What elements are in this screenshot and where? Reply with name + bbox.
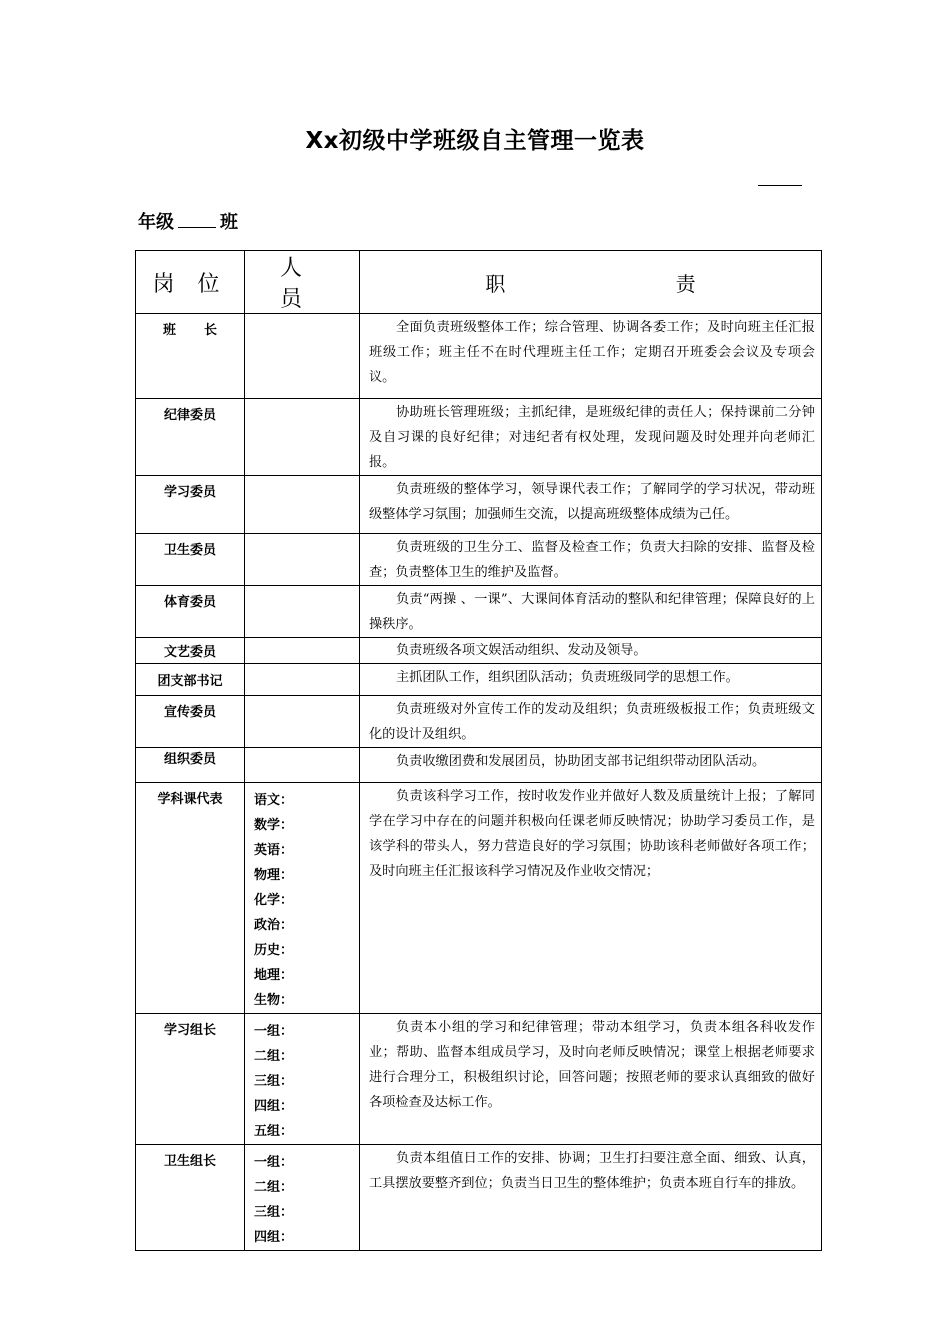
member-slot[interactable]: 一组：	[254, 1024, 294, 1039]
member-slot[interactable]: 英语：	[254, 843, 294, 858]
position-cell: 宣传委员	[136, 696, 245, 748]
grade-label: 年级	[138, 212, 174, 233]
member-slot[interactable]: 四组：	[254, 1099, 294, 1114]
table-row	[136, 748, 822, 783]
blank-line	[758, 185, 802, 186]
grade-class-label	[138, 208, 238, 234]
members-cell[interactable]	[245, 1014, 360, 1145]
member-slot[interactable]: 三组：	[254, 1074, 294, 1089]
members-cell[interactable]	[245, 399, 360, 476]
members-cell[interactable]	[245, 783, 360, 1014]
members-cell[interactable]	[245, 476, 360, 534]
class-label: 班	[220, 212, 238, 233]
header-position: 岗 位	[136, 251, 245, 314]
table-row	[136, 664, 822, 696]
member-slot[interactable]: 三组：	[254, 1205, 294, 1220]
member-slot[interactable]: 历史：	[254, 943, 294, 958]
member-slot[interactable]: 生物：	[254, 993, 294, 1008]
position-cell: 纪律委员	[136, 399, 245, 476]
member-slot[interactable]: 四组：	[254, 1230, 294, 1245]
position-cell: 学习委员	[136, 476, 245, 534]
table-row	[136, 534, 822, 586]
members-cell[interactable]	[245, 664, 360, 696]
members-cell[interactable]	[245, 534, 360, 586]
duty-cell: 负责班级的卫生分工、监督及检查工作；负责大扫除的安排、监督及检查；负责整体卫生的维护及监督。	[360, 534, 822, 586]
table-row	[136, 314, 822, 399]
page-title: Xx初级中学班级自主管理一览表	[305, 128, 645, 154]
header-duty: 职 责	[360, 251, 822, 314]
member-slot[interactable]: 地理：	[254, 968, 294, 983]
member-slot[interactable]: 物理：	[254, 868, 294, 883]
members-cell[interactable]	[245, 638, 360, 664]
position-cell: 学科课代表	[136, 783, 245, 1014]
member-slot[interactable]: 五组：	[254, 1124, 294, 1139]
table-header-row	[136, 251, 822, 314]
duty-cell: 负责班级的整体学习，领导课代表工作；了解同学的学习状况，带动班级整体学习氛围；加强师生交流，以提高班级整体成绩为己任。	[360, 476, 822, 534]
member-slot[interactable]: 化学：	[254, 893, 294, 908]
members-cell[interactable]	[245, 748, 360, 783]
member-slot[interactable]: 语文：	[254, 793, 294, 808]
position-cell: 体育委员	[136, 586, 245, 638]
grade-blank	[178, 211, 216, 228]
position-cell: 组织委员	[136, 748, 245, 783]
position-cell: 文艺委员	[136, 638, 245, 664]
table-row	[136, 696, 822, 748]
duty-cell: 协助班长管理班级；主抓纪律，是班级纪律的责任人；保持课前二分钟及自习课的良好纪律；对违纪者有权处理，发现问题及时处理并向老师汇报。	[360, 399, 822, 476]
table-row	[136, 783, 822, 1014]
position-cell: 卫生组长	[136, 1145, 245, 1251]
duty-cell: 负责该科学习工作，按时收发作业并做好人数及质量统计上报；了解同学在学习中存在的问题并积极向任课老师反映情况；协助学习委员工作，是该学科的带头人，努力营造良好的学习氛围；协助该科老师做好各项工作；及时向班主任汇报该科学习情况及作业收交情况；	[360, 783, 822, 1014]
duty-cell: 负责收缴团费和发展团员，协助团支部书记组织带动团队活动。	[360, 748, 822, 783]
header-members: 人 员	[245, 251, 360, 314]
position-cell: 学习组长	[136, 1014, 245, 1145]
duty-cell: 负责本组值日工作的安排、协调；卫生打扫要注意全面、细致、认真，工具摆放要整齐到位；负责当日卫生的整体维护；负责本班自行车的排放。	[360, 1145, 822, 1251]
duty-cell: 负责“两操 、一课”、大课间体育活动的整队和纪律管理；保障良好的上操秩序。	[360, 586, 822, 638]
table-row	[136, 1014, 822, 1145]
member-slot[interactable]: 二组：	[254, 1180, 294, 1195]
duty-cell: 负责本小组的学习和纪律管理；带动本组学习，负责本组各科收发作业；帮助、监督本组成员学习，及时向老师反映情况；课堂上根据老师要求进行合理分工，积极组织讨论，回答问题；按照老师的要求认真细致的做好各项检查及达标工作。	[360, 1014, 822, 1145]
position-cell: 卫生委员	[136, 534, 245, 586]
table-row	[136, 399, 822, 476]
table-row	[136, 476, 822, 534]
member-slot[interactable]: 数学：	[254, 818, 294, 833]
table-row	[136, 638, 822, 664]
duty-cell: 全面负责班级整体工作；综合管理、协调各委工作；及时向班主任汇报班级工作；班主任不在时代理班主任工作；定期召开班委会会议及专项会议。	[360, 314, 822, 399]
duty-cell: 主抓团队工作，组织团队活动；负责班级同学的思想工作。	[360, 664, 822, 696]
duty-cell: 负责班级各项文娱活动组织、发动及领导。	[360, 638, 822, 664]
member-slot[interactable]: 一组：	[254, 1155, 294, 1170]
position-cell: 团支部书记	[136, 664, 245, 696]
table-row	[136, 586, 822, 638]
members-cell[interactable]	[245, 696, 360, 748]
member-slot[interactable]: 二组：	[254, 1049, 294, 1064]
members-cell[interactable]	[245, 314, 360, 399]
members-cell[interactable]	[245, 586, 360, 638]
duty-cell: 负责班级对外宣传工作的发动及组织；负责班级板报工作；负责班级文化的设计及组织。	[360, 696, 822, 748]
management-table	[135, 250, 822, 1251]
position-cell: 班长	[136, 314, 245, 399]
table-row	[136, 1145, 822, 1251]
member-slot[interactable]: 政治：	[254, 918, 294, 933]
members-cell[interactable]	[245, 1145, 360, 1251]
